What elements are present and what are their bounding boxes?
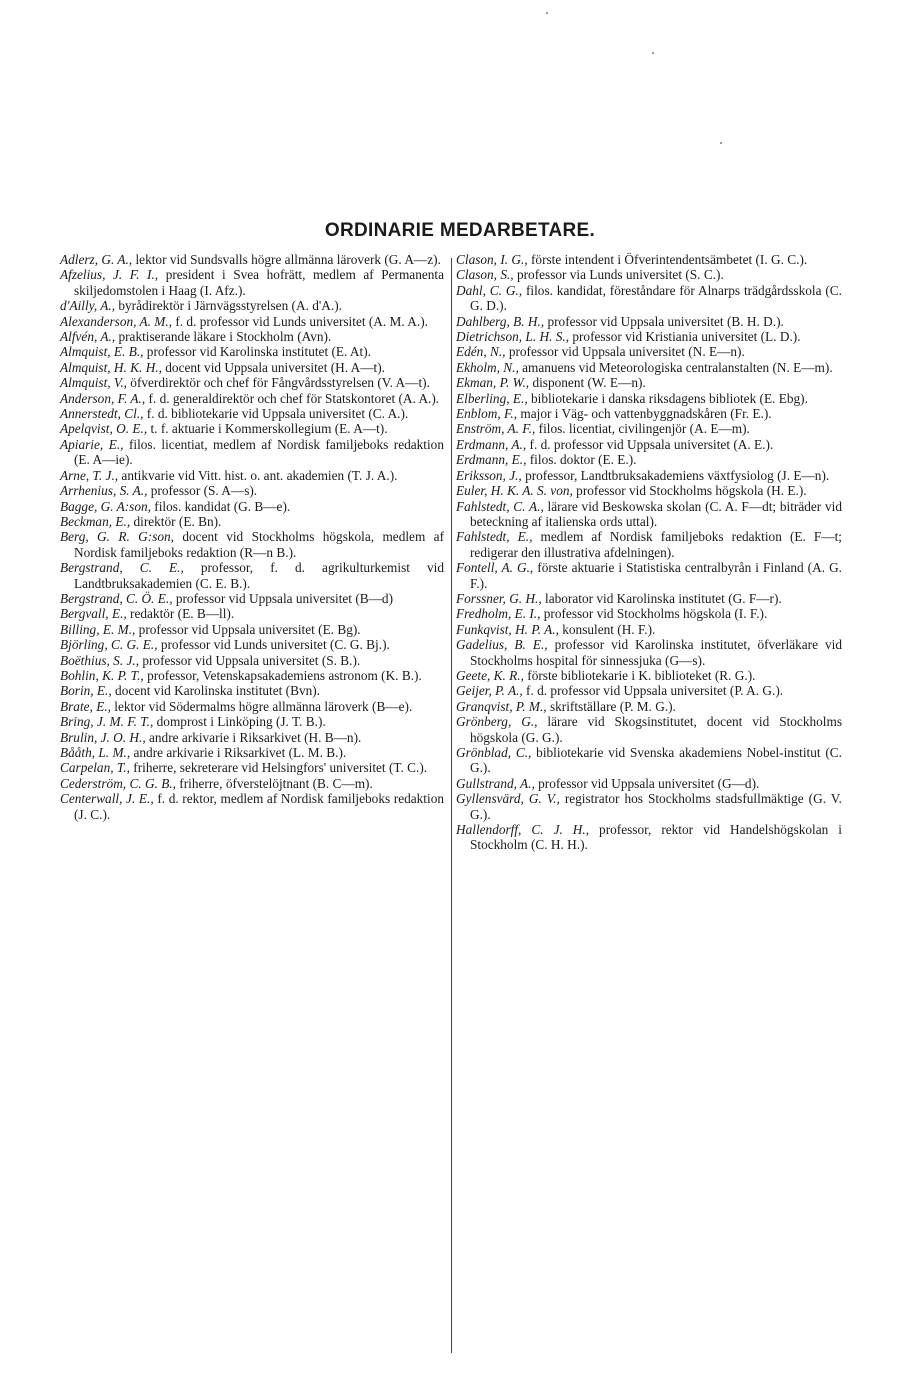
contributor-name: Dahlberg, B. H., (456, 313, 545, 329)
contributor-entry (60, 699, 444, 714)
contributor-entry (60, 483, 444, 498)
contributor-entry (456, 714, 842, 745)
contributor-name: Bååth, L. M., (60, 745, 131, 760)
contributor-entry (456, 267, 842, 282)
contributor-name: Adlerz, G. A., (60, 252, 133, 267)
contributor-entry (60, 560, 444, 591)
contributor-entry (456, 329, 842, 344)
contributor-name: Hallendorff, C. J. H., (456, 822, 590, 838)
contributor-name: Billing, E. M., (60, 621, 136, 637)
contributor-name: Björling, C. G. E., (60, 637, 158, 653)
contributor-description: professor vid Stockholms högskola (I. F.). (540, 606, 768, 622)
contributor-description: domprost i Linköping (J. T. B.). (153, 714, 326, 730)
contributor-entry (456, 406, 842, 421)
contributor-entry (60, 529, 444, 560)
contributor-name: Afzelius, J. F. I., (60, 267, 159, 283)
contributor-entry (60, 791, 444, 822)
contributor-entry (456, 437, 842, 452)
contributor-name: Bergvall, E., (60, 606, 127, 622)
contributor-entry (456, 668, 842, 683)
contributor-description: lärare vid Skogsinstitutet, docent vid Stockholms högskola (G. G.). (470, 714, 842, 745)
contributor-name: Brate, E., (60, 698, 111, 714)
contributor-name: Gadelius, B. E., (456, 637, 548, 653)
contributor-name: Boëthius, S. J., (60, 652, 140, 668)
contributor-entry (456, 499, 842, 530)
contributor-description: lektor vid Södermalms högre allmänna läroverk (B—e). (110, 698, 413, 714)
contributor-description: praktiserande läkare i Stockholm (Avn). (115, 329, 332, 345)
contributor-name: Clason, I. G., (456, 252, 528, 267)
contributor-name: Geijer, P. A., (456, 683, 523, 699)
contributor-description: filos. licentiat, civilingenjör (A. E—m). (535, 421, 750, 437)
contributor-name: Almquist, V., (60, 375, 127, 391)
contributor-name: Fahlstedt, C. A., (456, 498, 544, 514)
contributor-name: Elberling, E., (456, 390, 528, 406)
contributor-description: professor via Lunds universitet (S. C.). (513, 267, 724, 283)
contributor-name: Ekman, P. W., (456, 375, 530, 391)
contributor-description: professor vid Uppsala universitet (S. B.). (139, 652, 361, 668)
contributor-name: Clason, S., (456, 267, 514, 283)
contributor-entry (60, 514, 444, 529)
contributor-name: Brulin, J. O. H., (60, 729, 146, 745)
contributor-description: lärare vid Beskowska skolan (C. A. F—dt; biträder vid beteckning af italienska ords uttal). (470, 498, 842, 529)
contributor-description: docent vid Stockholms högskola, medlem af Nordisk familjeboks redaktion (R—n B.). (74, 529, 444, 560)
contributor-description: f. d. professor vid Uppsala universitet (P. A. G.). (522, 683, 784, 699)
contributor-name: Berg, G. R. G:son, (60, 529, 175, 545)
contributor-name: Cederström, C. G. B., (60, 775, 176, 791)
contributor-description: medlem af Nordisk familjeboks redaktion (E. F—t; redigerar den illustrativa afdelningen). (470, 529, 842, 560)
contributor-entry (456, 252, 842, 267)
contributor-name: Arne, T. J., (60, 467, 119, 483)
contributor-name: Alfvén, A., (60, 329, 116, 345)
contributor-description: professor vid Uppsala universitet (E. Bg). (135, 621, 361, 637)
contributor-name: Bergstrand, C. Ö. E., (60, 590, 173, 606)
contributor-description: f. d. generaldirektör och chef för Statskontoret (A. A.). (145, 390, 440, 406)
paper-speck (720, 142, 722, 144)
contributor-name: Centerwall, J. E., (60, 791, 154, 807)
contributor-entry (60, 252, 444, 267)
contributor-description: professor, Vetenskapsakademiens astronom (K. B.). (143, 667, 422, 683)
contributor-entry (60, 668, 444, 683)
contributor-entry (456, 283, 842, 314)
contributor-entry (60, 622, 444, 637)
contributor-name: Geete, K. R., (456, 667, 524, 683)
contributor-description: friherre, sekreterare vid Helsingfors' universitet (T. C.). (129, 760, 428, 776)
contributor-entry (456, 360, 842, 375)
contributor-name: Eriksson, J., (456, 467, 522, 483)
contributor-entry (456, 776, 842, 791)
contributor-entry (60, 314, 444, 329)
contributor-description: professor vid Karolinska institutet, öfverläkare vid Stockholms hospital för sinnessjuka (G—s). (470, 637, 843, 668)
contributor-entry (456, 560, 842, 591)
contributor-entry (60, 760, 444, 775)
contributor-description: docent vid Uppsala universitet (H. A—t). (161, 359, 386, 375)
contributor-name: Funkqvist, H. P. A., (456, 621, 559, 637)
contributor-description: f. d. professor vid Uppsala universitet (A. E.). (526, 436, 774, 452)
contributor-description: professor vid Uppsala universitet (B—d) (172, 590, 393, 606)
contributor-entry (60, 344, 444, 359)
contributor-description: registrator hos Stockholms stadsfullmäktige (G. V. G.). (470, 791, 842, 822)
contributor-name: Fredholm, E. I., (456, 606, 541, 622)
contributor-entry (456, 344, 842, 359)
contributor-entry (60, 591, 444, 606)
contributor-entry (60, 714, 444, 729)
contributor-entry (60, 730, 444, 745)
contributor-entry (456, 314, 842, 329)
contributor-name: Beckman, E., (60, 513, 131, 529)
contributor-name: Gullstrand, A., (456, 775, 535, 791)
contributor-description: president i Svea hofrätt, medlem af Permanenta skiljedomstolen i Haag (I. Afz.). (74, 267, 445, 298)
contributor-entry (60, 745, 444, 760)
contributor-name: Dahl, C. G., (456, 282, 523, 298)
contributor-entry (456, 375, 842, 390)
right-column (456, 252, 842, 853)
contributor-description: bibliotekarie i danska riksdagens bibliotek (E. Ebg). (527, 390, 808, 406)
contributor-name: Bergstrand, C. E., (60, 560, 184, 576)
contributor-entry (60, 776, 444, 791)
contributor-description: major i Väg- och vattenbyggnadskåren (Fr. E.). (517, 406, 772, 422)
contributor-description: professor vid Stockholms högskola (H. E.). (572, 483, 807, 499)
contributor-description: professor, Landtbruksakademiens växtfysiolog (J. E—n). (521, 467, 830, 483)
contributor-name: Anderson, F. A., (60, 390, 146, 406)
contributor-entry (456, 622, 842, 637)
contributor-name: Bohlin, K. P. T., (60, 667, 144, 683)
contributor-entry (456, 452, 842, 467)
contributor-description: professor vid Uppsala universitet (N. E—n). (505, 344, 745, 360)
contributor-description: friherre, öfverstelöjtnant (B. C—m). (175, 775, 373, 791)
contributor-entry (60, 468, 444, 483)
contributor-entry (456, 683, 842, 698)
contributor-description: professor vid Uppsala universitet (G—d). (534, 775, 760, 791)
contributor-description: professor vid Kristiania universitet (L. D.). (569, 329, 801, 345)
contributor-entry (456, 468, 842, 483)
contributor-name: Edén, N., (456, 344, 506, 360)
contributor-description: f. d. rektor, medlem af Nordisk familjeboks redaktion (J. C.). (74, 791, 444, 822)
contributor-name: Almquist, E. B., (60, 344, 144, 360)
contributor-entry (60, 637, 444, 652)
contributor-entry (456, 391, 842, 406)
contributor-description: laborator vid Karolinska institutet (G. F—r). (541, 590, 782, 606)
contributor-entry (60, 360, 444, 375)
contributor-description: förste aktuarie i Statistiska centralbyrån i Finland (A. G. F.). (470, 560, 842, 591)
contributor-entry (456, 699, 842, 714)
contributor-name: Grönberg, G., (456, 714, 538, 730)
contributor-entry (456, 606, 842, 621)
contributor-name: d'Ailly, A., (60, 298, 116, 314)
contributor-entry (60, 437, 444, 468)
contributor-name: Bring, J. M. F. T., (60, 714, 154, 730)
contributor-description: amanuens vid Meteorologiska centralanstalten (N. E—m). (518, 359, 833, 375)
contributor-description: konsulent (H. F.). (558, 621, 656, 637)
contributor-description: filos. kandidat (G. B—e). (150, 498, 291, 514)
contributor-description: filos. licentiat, medlem af Nordisk familjeboks redaktion (E. A—ie). (74, 436, 444, 468)
contributor-description: professor, f. d. agrikulturkemist vid Landtbruksakademien (C. E. B.). (74, 560, 445, 591)
contributor-entry (60, 606, 444, 621)
contributor-description: f. d. bibliotekarie vid Uppsala universitet (C. A.). (143, 406, 409, 422)
contributor-entry (456, 791, 842, 822)
contributor-entry (456, 745, 842, 776)
contributor-description: disponent (W. E—n). (529, 375, 646, 391)
contributor-name: Grönblad, C., (456, 745, 532, 760)
contributor-entry (60, 329, 444, 344)
left-column (60, 252, 444, 822)
column-divider (451, 258, 452, 1353)
contributor-description: direktör (E. Bn). (130, 513, 222, 529)
contributor-name: Gyllensvärd, G. V., (456, 791, 560, 807)
contributor-name: Enström, A. F., (456, 421, 536, 437)
contributor-entry (456, 421, 842, 436)
contributor-name: Dietrichson, L. H. S., (456, 329, 570, 345)
contributor-name: Fahlstedt, E., (456, 529, 533, 545)
contributor-entry (60, 683, 444, 698)
contributor-description: bibliotekarie vid Svenska akademiens Nobel-institut (C. G.). (470, 745, 842, 776)
contributor-description: filos. kandidat, föreståndare för Alnarps trädgårdsskola (C. G. D.). (470, 282, 842, 314)
contributor-name: Forssner, G. H., (456, 590, 542, 606)
contributor-entry (60, 391, 444, 406)
contributor-name: Arrhenius, S. A., (60, 483, 148, 499)
paper-speck (546, 12, 548, 14)
contributor-description: t. f. aktuarie i Kommerskollegium (E. A—t). (147, 421, 388, 437)
contributor-name: Apiarie, E., (60, 436, 124, 452)
contributor-description: professor, rektor vid Handelshögskolan i Stockholm (C. H. H.). (470, 822, 842, 853)
contributor-description: skriftställare (P. M. G.). (546, 698, 676, 714)
contributor-description: öfverdirektör och chef för Fångvårdsstyrelsen (V. A—t). (126, 375, 430, 391)
contributor-entry (60, 298, 444, 313)
paper-speck (652, 52, 654, 54)
contributor-name: Erdmann, E., (456, 452, 527, 468)
contributor-description: professor vid Uppsala universitet (B. H. D.). (544, 313, 784, 329)
contributor-name: Granqvist, P. M., (456, 698, 547, 714)
contributor-name: Apelqvist, O. E., (60, 421, 148, 437)
contributor-description: docent vid Karolinska institutet (Bvn). (111, 683, 321, 699)
contributor-description: andre arkivarie i Riksarkivet (L. M. B.). (130, 745, 347, 760)
contributor-name: Euler, H. K. A. S. von, (456, 483, 573, 499)
contributor-description: filos. doktor (E. E.). (526, 452, 637, 468)
contributor-name: Ekholm, N., (456, 359, 519, 375)
contributor-description: lektor vid Sundsvalls högre allmänna läroverk (G. A—z). (132, 252, 441, 267)
contributor-name: Enblom, F., (456, 406, 518, 422)
contributor-name: Alexanderson, A. M., (60, 313, 173, 329)
contributor-entry (60, 499, 444, 514)
contributor-entry (60, 421, 444, 436)
contributor-entry (456, 483, 842, 498)
contributor-description: andre arkivarie i Riksarkivet (H. B—n). (145, 729, 362, 745)
contributor-name: Erdmann, A., (456, 436, 527, 452)
contributor-description: antikvarie vid Vitt. hist. o. ant. akademien (T. J. A.). (118, 467, 398, 483)
contributor-description: professor vid Lunds universitet (C. G. Bj.). (157, 637, 390, 653)
contributor-description: byrådirektör i Järnvägsstyrelsen (A. d'A.). (115, 298, 342, 314)
contributor-entry (60, 406, 444, 421)
contributor-description: professor vid Karolinska institutet (E. At). (143, 344, 371, 360)
contributor-entry (456, 822, 842, 853)
contributor-description: professor (S. A—s). (147, 483, 258, 499)
contributor-entry (60, 653, 444, 668)
contributor-entry (456, 637, 842, 668)
contributor-entry (456, 529, 842, 560)
contributor-entry (456, 591, 842, 606)
page-title: ORDINARIE MEDARBETARE. (324, 220, 596, 241)
contributor-name: Carpelan, T., (60, 760, 130, 776)
contributor-description: redaktör (E. B—ll). (126, 606, 235, 622)
contributor-description: förste bibliotekarie i K. biblioteket (R. G.). (523, 667, 756, 683)
contributor-name: Bagge, G. A:son, (60, 498, 151, 514)
contributor-entry (60, 375, 444, 390)
contributor-name: Fontell, A. G., (456, 560, 534, 576)
contributor-name: Borin, E., (60, 683, 112, 699)
contributor-name: Almquist, H. K. H., (60, 359, 162, 375)
contributor-description: förste intendent i Öfverintendentsämbetet (I. G. C.). (527, 252, 808, 267)
contributor-name: Annerstedt, Cl., (60, 406, 144, 422)
contributor-entry (60, 267, 444, 298)
contributor-description: f. d. professor vid Lunds universitet (A. M. A.). (172, 313, 428, 329)
